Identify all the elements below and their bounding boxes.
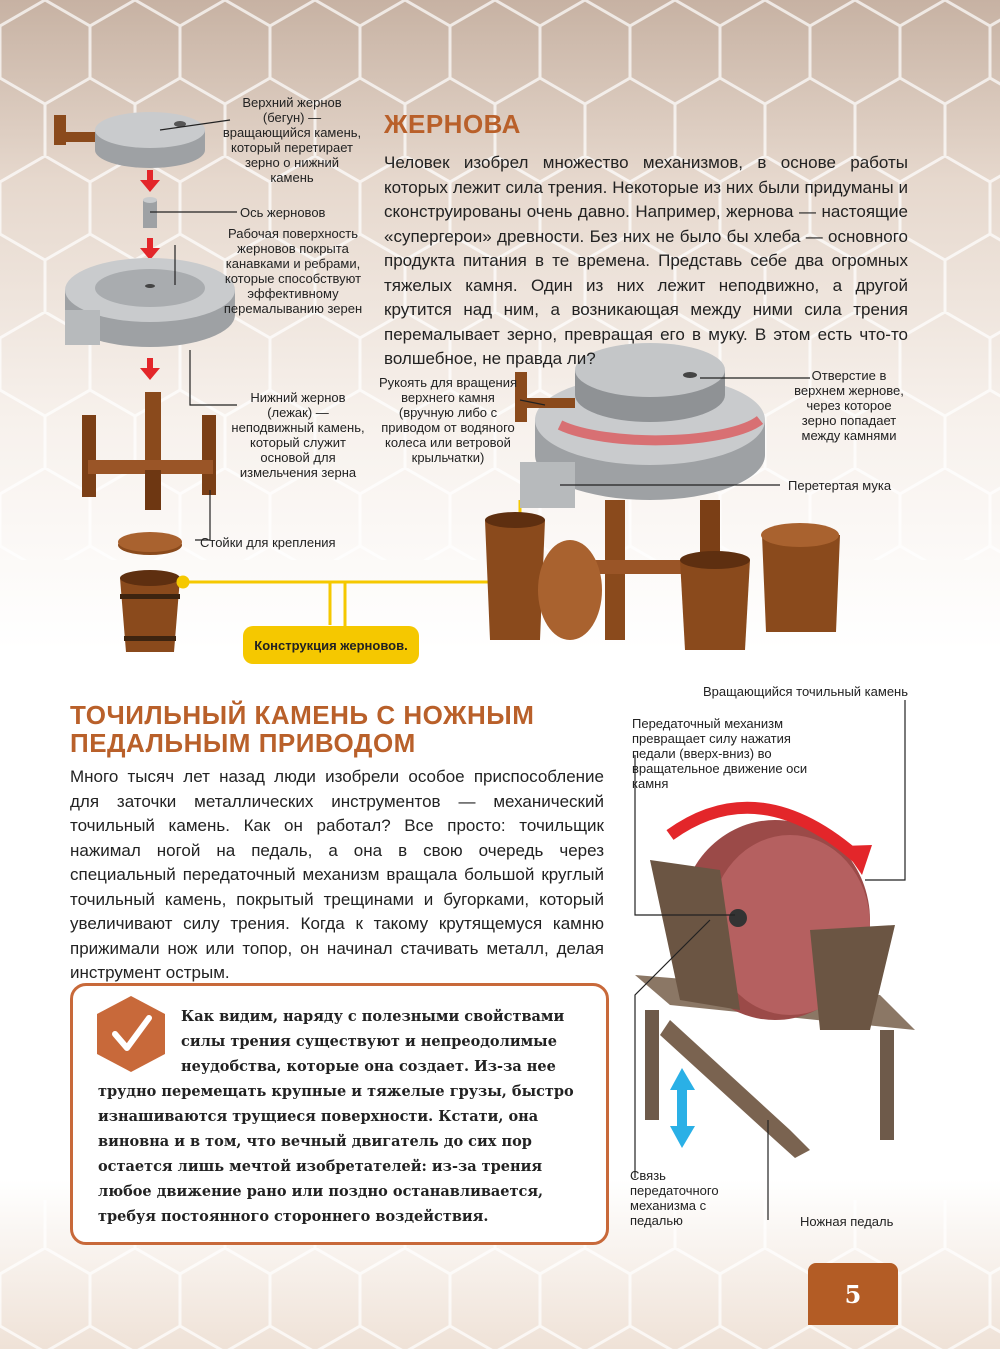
transmission-label: Передаточный механизм превращает силу нажатия педали (вверх-вниз) во вращательное движение оси камня [632, 716, 808, 791]
assembled-mill-illustration [485, 343, 840, 650]
construction-caption: Конструкция жерновов. [243, 626, 419, 664]
note-intro-text: Как видим, наряду с полезными свойствами силы трения существуют и непреодолимые неудобства, которые она создает. Из-за нее [181, 1008, 565, 1075]
lower-millstone-illustration [65, 258, 235, 347]
yellow-connector [178, 500, 520, 626]
rotating-stone-label: Вращающийся точильный камень [702, 684, 908, 699]
checkmark-icon [95, 994, 167, 1074]
wooden-stand-illustration [82, 392, 216, 510]
note-body-text: трудно перемещать крупные и тяжелые грузы, быстро изнашиваются трущиеся поверхности. Кстати, она виновна и в том, что вечный двигатель до сих пор остается лишь мечтой изобретателей: из-за трения любое движение рано или поздно останавливается, требуя постоянного стороннего воздействия. [98, 1083, 574, 1225]
axis-label: Ось жерновов [240, 205, 326, 220]
mill-section-title: ЖЕРНОВА [384, 109, 521, 139]
working-surface-label: Рабочая поверхность жерновов покрыта канавками и ребрами, которые способствуют эффективному перемалыванию зерен [223, 226, 363, 316]
mill-section-paragraph: Человек изобрел множество механизмов, в основе работы которых лежит сила трения. Некоторые из них были придуманы и сконструированы очень давно. Например, жернова — настоящие «супергерои» древности. Без них не было бы хлеба — основного продукта питания в те времена. Представь себе два огромных тяжелых камня. Один из них лежит неподвижно, а другой крутится над ним, а возникающая между ними сила трения перемалывает зерно, превращая его в муку. В этом есть что-то волшебное, не правда ли? [384, 153, 908, 368]
blue-double-arrow [670, 1068, 695, 1148]
lid-illustration [118, 532, 182, 555]
red-arrow-2 [140, 238, 160, 260]
link-label: Связь передаточного механизма с педалью [630, 1168, 719, 1228]
red-arrow-3 [140, 358, 160, 380]
hole-label: Отверстие в верхнем жернове, через которое зерно попадает между камнями [794, 368, 904, 443]
grinder-section-paragraph: Много тысяч лет назад люди изобрели особое приспособление для заточки металлических инструментов — механический точильный камень. Как он работал? Все просто: точильщик нажимал ногой на педаль, а она в свою очередь через специальный передаточный механизм вращала большой круглый точильный камень, покрытый трещинами и бугорками, который увеличивают силу трения. Когда к такому крутящемуся камню прижимали нож или топор, он начинал стачивать металл, делая инструмент острым. [70, 767, 604, 982]
handle-label: Рукоять для вращения верхнего камня (вручную либо с приводом от водяного колеса или ветровой крыльчатки) [378, 375, 518, 465]
pedal-label: Ножная педаль [800, 1214, 894, 1229]
upper-stone-label: Верхний жернов (бегун) — вращающийся камень, который перетирает зерно о нижний камень [222, 95, 362, 185]
bucket-illustration [120, 570, 180, 652]
stands-label: Стойки для крепления [200, 535, 336, 550]
page-number: 5 [808, 1263, 898, 1325]
flour-label: Перетертая мука [788, 478, 892, 493]
lower-stone-label: Нижний жернов (лежак) — неподвижный камень, который служит основой для измельчения зерна [231, 390, 365, 480]
grinder-section-title: ТОЧИЛЬНЫЙ КАМЕНЬ С НОЖНЫМ ПЕДАЛЬНЫМ ПРИВОДОМ [70, 700, 535, 758]
friction-note-box [70, 983, 609, 1245]
upper-millstone-illustration [54, 112, 205, 168]
red-arrow-1 [140, 170, 160, 192]
